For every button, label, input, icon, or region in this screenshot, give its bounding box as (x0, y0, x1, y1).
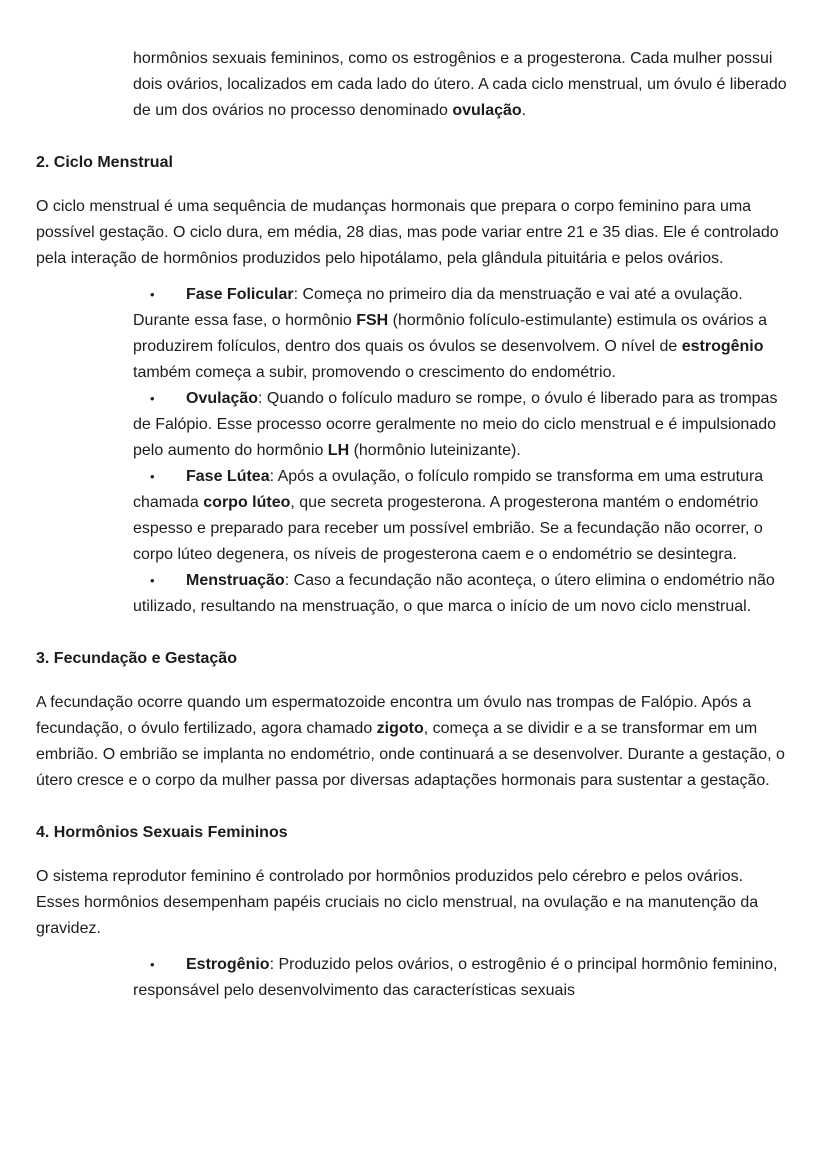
text-run: A fecundação ocorre quando um espermatozoide encontra um óvulo nas trompas de Falópio. Após a fecundação, o óvulo fertilizado, agora chamado (36, 694, 752, 737)
bold-term: Menstruação (186, 572, 285, 589)
list-item-fase-folicular (133, 282, 790, 386)
bullet-icon: • (150, 391, 155, 406)
text-run: (hormônio folículo-estimulante) estimula os ovários a produzirem folículos, dentro dos quais os óvulos se desenvolvem. O nível de (133, 312, 768, 355)
bold-term-zigoto: zigoto (376, 720, 424, 737)
bold-term: Fase Folicular (186, 286, 294, 303)
text-run: , começa a se dividir e a se transformar em um embrião. O embrião se implanta no endométrio, onde continuará a se desenvolver. Durante a gestação, o útero cresce e o corpo da mulher passa por diversas adaptações hormonais para sustentar a gestação. (36, 720, 785, 789)
section-heading-hormonios: 4. Hormônios Sexuais Femininos (36, 824, 288, 841)
bullet-icon: • (150, 287, 155, 302)
bold-term-ovulacao: ovulação (452, 102, 522, 119)
text-run: : Começa no primeiro dia da menstruação e vai até a ovulação. Durante essa fase, o hormônio (133, 286, 743, 329)
section-heading-ciclo-menstrual: 2. Ciclo Menstrual (36, 154, 173, 171)
list-item-ovulacao (133, 386, 790, 464)
bold-term: corpo lúteo (203, 494, 291, 511)
bold-term: Estrogênio (186, 956, 270, 973)
paragraph-fecundacao (36, 690, 790, 794)
bold-term: Fase Lútea (186, 468, 270, 485)
bullet-icon: • (150, 469, 155, 484)
bold-term: FSH (356, 312, 389, 329)
text-run: hormônios sexuais femininos, como os estrogênios e a progesterona. Cada mulher possui dois ovários, localizados em cada lado do útero. A cada ciclo menstrual, um óvulo é liberado de um dos ovários no processo denominado (133, 50, 787, 119)
text-run: : Quando o folículo maduro se rompe, o óvulo é liberado para as trompas de Falópio. Esse processo ocorre geralmente no meio do ciclo menstrual e é impulsionado pelo aumento do hormônio (133, 390, 778, 459)
text-run: , que secreta progesterona. A progesterona mantém o endométrio espesso e preparado para receber um possível embrião. Se a fecundação não ocorrer, o corpo lúteo degenera, os níveis de progesterona caem e o endométrio se desintegra. (133, 494, 763, 563)
text-run: (hormônio luteinizante). (349, 442, 521, 459)
bullet-list-hormonios (36, 952, 790, 1004)
text-run: : Após a ovulação, o folículo rompido se transforma em uma estrutura chamada (133, 468, 764, 511)
bullet-list-ciclo (36, 282, 790, 620)
paragraph-ciclo-menstrual: O ciclo menstrual é uma sequência de mudanças hormonais que prepara o corpo feminino para uma possível gestação. O ciclo dura, em média, 28 dias, mas pode variar entre 21 e 35 dias. Ele é controlado pela interação de hormônios produzidos pelo hipotálamo, pela glândula pituitária e pelos ovários. (36, 198, 779, 267)
paragraph-hormonios: O sistema reprodutor feminino é controlado por hormônios produzidos pelo cérebro e pelos ovários. Esses hormônios desempenham papéis cruciais no ciclo menstrual, na ovulação e na manutenção da gravidez. (36, 868, 759, 937)
bullet-icon: • (150, 573, 155, 588)
bold-term: estrogênio (681, 338, 764, 355)
section-heading-fecundacao-gestacao: 3. Fecundação e Gestação (36, 650, 237, 667)
bold-term: LH (327, 442, 350, 459)
text-run: : Produzido pelos ovários, o estrogênio é o principal hormônio feminino, responsável pelo desenvolvimento das características sexuais (133, 956, 778, 999)
bold-term: Ovulação (186, 390, 259, 407)
list-item-estrogenio (133, 952, 790, 1004)
text-run: . (521, 102, 527, 119)
list-item-menstruacao (133, 568, 790, 620)
intro-continuation-paragraph (133, 46, 790, 124)
text-run: também começa a subir, promovendo o crescimento do endométrio. (133, 364, 616, 381)
list-item-fase-lutea (133, 464, 790, 568)
bullet-icon: • (150, 957, 155, 972)
text-run: : Caso a fecundação não aconteça, o útero elimina o endométrio não utilizado, resultando na menstruação, o que marca o início de um novo ciclo menstrual. (133, 572, 775, 615)
